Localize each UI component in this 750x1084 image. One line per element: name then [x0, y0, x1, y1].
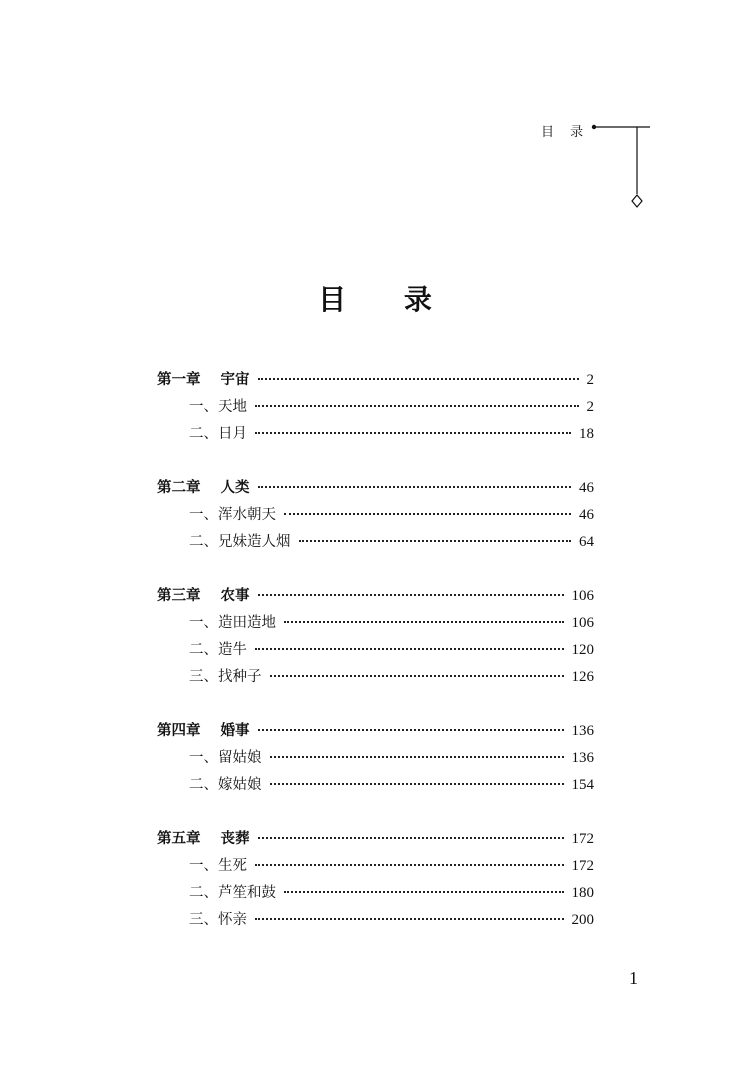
chapter-title: 农事 — [220, 588, 250, 604]
dot-leader — [258, 837, 564, 839]
dot-leader — [255, 864, 564, 866]
toc-chapter-group — [157, 583, 594, 691]
chapter-page-number: 106 — [571, 588, 594, 604]
toc-section-entry — [157, 529, 594, 556]
section-number: 一、 — [189, 750, 218, 766]
section-title: 浑水朝天 — [218, 507, 276, 523]
section-title: 日月 — [218, 426, 247, 442]
toc-section-entry — [157, 610, 594, 637]
toc-section-entry — [157, 664, 594, 691]
section-title: 天地 — [218, 399, 247, 415]
section-page-number: 180 — [571, 885, 594, 901]
dot-leader — [258, 378, 579, 380]
toc-chapter-group — [157, 367, 594, 448]
section-number: 一、 — [189, 858, 218, 874]
page-title: 目 录 — [318, 283, 456, 316]
chapter-page-number: 2 — [586, 372, 594, 388]
page-number: 1 — [629, 968, 638, 988]
dot-leader — [255, 918, 564, 920]
section-number: 三、 — [189, 669, 218, 685]
toc-section-entry — [157, 502, 594, 529]
section-number: 二、 — [189, 885, 218, 901]
section-number: 二、 — [189, 642, 218, 658]
section-number: 二、 — [189, 534, 218, 550]
section-title: 造田造地 — [218, 615, 276, 631]
toc-chapter-entry — [157, 367, 594, 394]
chapter-number: 第五章 — [157, 831, 201, 847]
dot-leader — [270, 675, 564, 677]
section-title: 留姑娘 — [218, 750, 262, 766]
section-page-number: 2 — [586, 399, 594, 415]
section-page-number: 154 — [571, 777, 594, 793]
toc-section-entry — [157, 421, 594, 448]
section-page-number: 126 — [571, 669, 594, 685]
dot-leader — [258, 729, 564, 731]
section-page-number: 120 — [571, 642, 594, 658]
dot-leader — [270, 783, 564, 785]
chapter-page-number: 172 — [571, 831, 594, 847]
toc-chapter-group — [157, 475, 594, 556]
chapter-title: 丧葬 — [220, 831, 250, 847]
chapter-title: 人类 — [220, 480, 250, 496]
toc-section-entry — [157, 772, 594, 799]
section-number: 一、 — [189, 507, 218, 523]
toc-chapter-group — [157, 826, 594, 934]
dot-leader — [284, 621, 564, 623]
section-title: 怀亲 — [218, 912, 247, 928]
dot-leader — [284, 513, 571, 515]
dot-leader — [255, 432, 571, 434]
section-page-number: 136 — [571, 750, 594, 766]
section-page-number: 46 — [579, 507, 594, 523]
section-page-number: 64 — [579, 534, 594, 550]
section-title: 芦笙和鼓 — [218, 885, 276, 901]
section-title: 兄妹造人烟 — [218, 534, 291, 550]
section-page-number: 200 — [571, 912, 594, 928]
dot-leader — [270, 756, 564, 758]
toc-chapter-group — [157, 718, 594, 799]
chapter-page-number: 136 — [571, 723, 594, 739]
chapter-title: 宇宙 — [220, 372, 250, 388]
toc-section-entry — [157, 880, 594, 907]
table-of-contents — [157, 367, 594, 961]
section-number: 三、 — [189, 912, 218, 928]
section-page-number: 106 — [571, 615, 594, 631]
header-ornament — [590, 118, 660, 218]
section-number: 一、 — [189, 399, 218, 415]
chapter-number: 第三章 — [157, 588, 201, 604]
section-title: 找种子 — [218, 669, 262, 685]
toc-chapter-entry — [157, 475, 594, 502]
running-header: 目 录 — [541, 125, 590, 140]
chapter-title: 婚事 — [220, 723, 250, 739]
toc-section-entry — [157, 637, 594, 664]
section-number: 二、 — [189, 426, 218, 442]
section-page-number: 172 — [571, 858, 594, 874]
section-title: 嫁姑娘 — [218, 777, 262, 793]
toc-chapter-entry — [157, 826, 594, 853]
chapter-number: 第四章 — [157, 723, 201, 739]
dot-leader — [299, 540, 572, 542]
dot-leader — [255, 405, 579, 407]
chapter-page-number: 46 — [579, 480, 594, 496]
toc-chapter-entry — [157, 718, 594, 745]
section-number: 一、 — [189, 615, 218, 631]
chapter-number: 第二章 — [157, 480, 201, 496]
section-page-number: 18 — [579, 426, 594, 442]
toc-section-entry — [157, 853, 594, 880]
toc-section-entry — [157, 394, 594, 421]
dot-leader — [284, 891, 564, 893]
dot-leader — [258, 594, 564, 596]
dot-leader — [258, 486, 572, 488]
toc-section-entry — [157, 907, 594, 934]
section-title: 生死 — [218, 858, 247, 874]
section-number: 二、 — [189, 777, 218, 793]
chapter-number: 第一章 — [157, 372, 201, 388]
section-title: 造牛 — [218, 642, 247, 658]
toc-section-entry — [157, 745, 594, 772]
dot-leader — [255, 648, 564, 650]
toc-chapter-entry — [157, 583, 594, 610]
